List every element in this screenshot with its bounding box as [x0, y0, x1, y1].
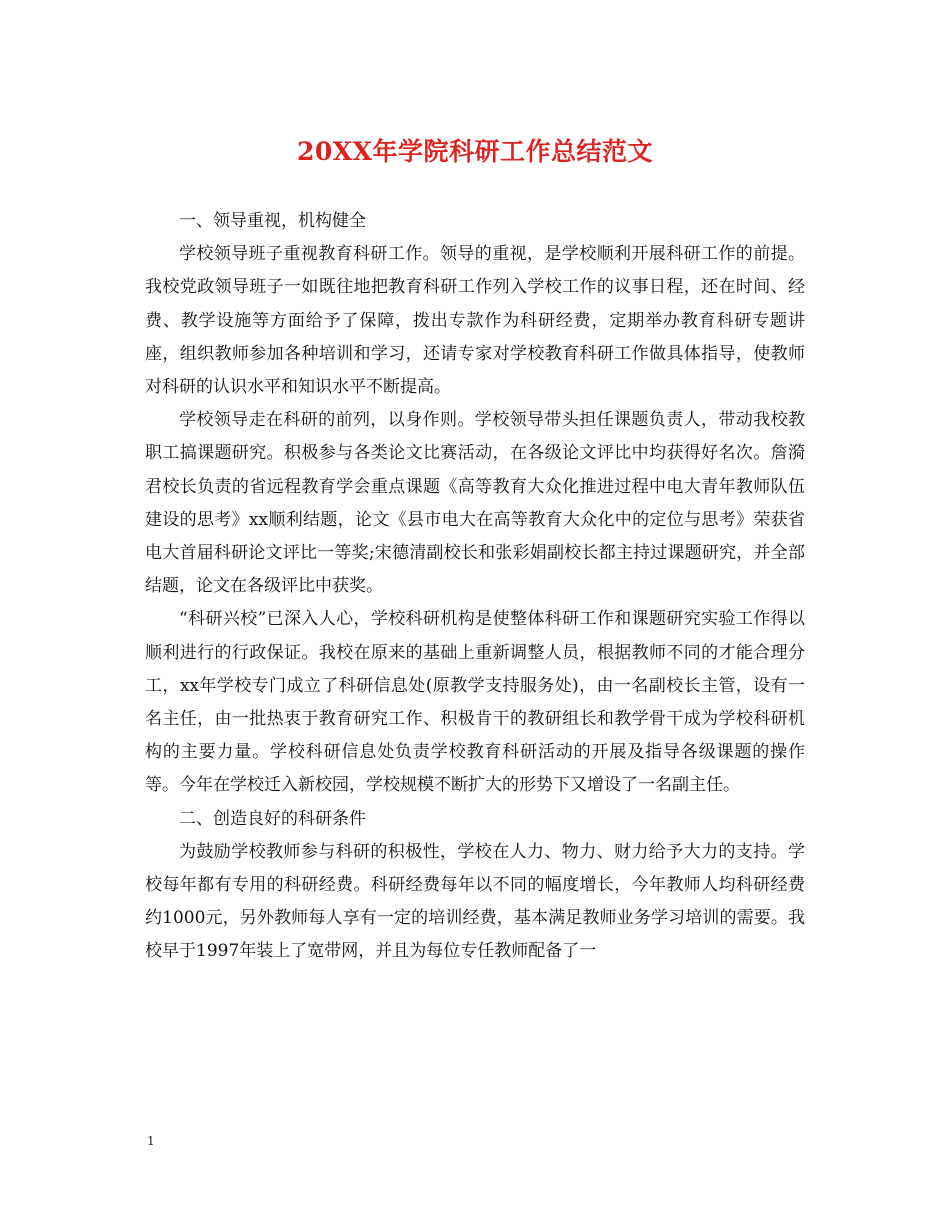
document-title: 20XX年学院科研工作总结范文 [296, 137, 654, 166]
body-paragraph: 为鼓励学校教师参与科研的积极性，学校在人力、物力、财力给予大力的支持。学校每年都有专用的科研经费。科研经费每年以不同的幅度增长，今年教师人均科研经费约1000元，另外教师每人享有一定的培训经费，基本满足教师业务学习培训的需要。我校早于1997年装上了宽带网，并且为每位专任教师配备了一 [145, 841, 805, 962]
document-body [145, 205, 805, 969]
body-paragraph: 学校领导走在科研的前列，以身作则。学校领导带头担任课题负责人，带动我校教职工搞课题研究。积极参与各类论文比赛活动，在各级论文评比中均获得好名次。詹漪君校长负责的省远程教育学会重点课题《高等教育大众化推进过程中电大青年教师队伍建设的思考》xx顺利结题，论文《县市电大在高等教育大众化中的定位与思考》荣获省电大首届科研论文评比一等奖;宋德清副校长和张彩娟副校长都主持过课题研究，并全部结题，论文在各级评比中获奖。 [145, 410, 805, 597]
section-heading-1: 一、领导重视，机构健全 [179, 211, 366, 231]
page-number: 1 [147, 1134, 155, 1148]
section-heading-2: 二、创造良好的科研条件 [179, 808, 366, 829]
body-paragraph: 学校领导班子重视教育科研工作。领导的重视，是学校顺利开展科研工作的前提。我校党政领导班子一如既往地把教育科研工作列入学校工作的议事日程，还在时间、经费、教学设施等方面给予了保障，拨出专款作为科研经费，定期举办教育科研专题讲座，组织教师参加各种培训和学习，还请专家对学校教育科研工作做具体指导，使教师对科研的认识水平和知识水平不断提高。 [145, 244, 805, 398]
body-paragraph: “科研兴校”已深入人心，学校科研机构是使整体科研工作和课题研究实验工作得以顺利进行的行政保证。我校在原来的基础上重新调整人员，根据教师不同的才能合理分工，xx年学校专门成立了科研信息处(原教学支持服务处)，由一名副校长主管，设有一名主任，由一批热衷于教育研究工作、积极肯干的教研组长和教学骨干成为学校科研机构的主要力量。学校科研信息处负责学校教育科研活动的开展及指导各级课题的操作等。今年在学校迁入新校园，学校规模不断扩大的形势下又增设了一名副主任。 [145, 609, 805, 796]
